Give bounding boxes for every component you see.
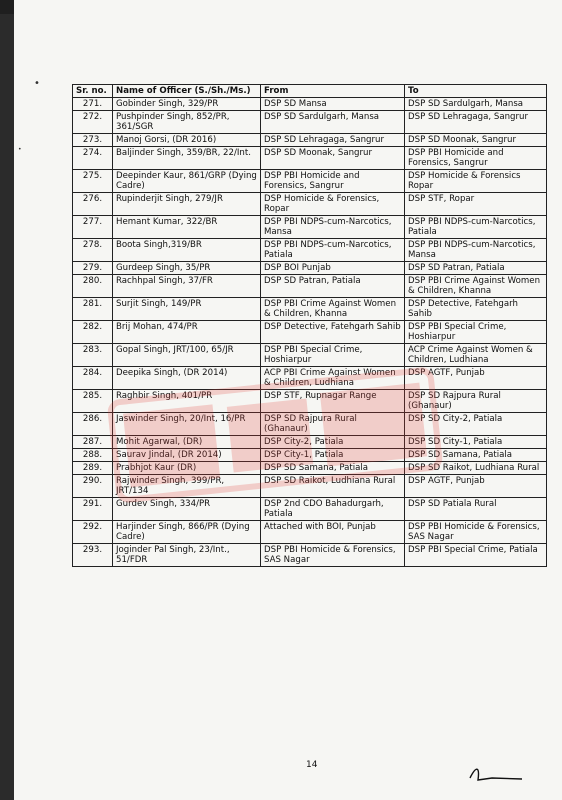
cell-officer-name: Prabhjot Kaur (DR) xyxy=(113,462,261,475)
cell-from: DSP SD Rajpura Rural (Ghanaur) xyxy=(261,413,405,436)
cell-sr-no: 275. xyxy=(73,170,113,193)
cell-officer-name: Gurdeep Singh, 35/PR xyxy=(113,262,261,275)
cell-from: Attached with BOI, Punjab xyxy=(261,521,405,544)
cell-to: DSP SD Samana, Patiala xyxy=(405,449,547,462)
cell-to: DSP PBI Special Crime, Patiala xyxy=(405,544,547,567)
table-row xyxy=(73,98,547,111)
cell-sr-no: 288. xyxy=(73,449,113,462)
cell-from: DSP SD Raikot, Ludhiana Rural xyxy=(261,475,405,498)
cell-from: DSP PBI Crime Against Women & Children, Khanna xyxy=(261,298,405,321)
table-row xyxy=(73,390,547,413)
cell-from: DSP Detective, Fatehgarh Sahib xyxy=(261,321,405,344)
table-row xyxy=(73,134,547,147)
table-row xyxy=(73,462,547,475)
table-row xyxy=(73,170,547,193)
header-from: From xyxy=(261,85,405,98)
cell-to: DSP PBI Homicide and Forensics, Sangrur xyxy=(405,147,547,170)
cell-from: DSP SD Mansa xyxy=(261,98,405,111)
cell-sr-no: 293. xyxy=(73,544,113,567)
cell-from: DSP PBI Homicide and Forensics, Sangrur xyxy=(261,170,405,193)
cell-sr-no: 281. xyxy=(73,298,113,321)
table-row xyxy=(73,521,547,544)
table-body xyxy=(73,98,547,567)
table-row xyxy=(73,216,547,239)
cell-to: DSP AGTF, Punjab xyxy=(405,367,547,390)
scan-speck: • xyxy=(34,78,40,89)
table-row xyxy=(73,298,547,321)
table-row xyxy=(73,147,547,170)
cell-sr-no: 271. xyxy=(73,98,113,111)
cell-to: DSP PBI Special Crime, Hoshiarpur xyxy=(405,321,547,344)
cell-sr-no: 284. xyxy=(73,367,113,390)
cell-officer-name: Gopal Singh, JRT/100, 65/JR xyxy=(113,344,261,367)
table-row xyxy=(73,367,547,390)
cell-from: DSP PBI Homicide & Forensics, SAS Nagar xyxy=(261,544,405,567)
table-row xyxy=(73,436,547,449)
table-row xyxy=(73,449,547,462)
signature-icon xyxy=(466,764,524,784)
cell-officer-name: Brij Mohan, 474/PR xyxy=(113,321,261,344)
cell-to: DSP PBI Homicide & Forensics, SAS Nagar xyxy=(405,521,547,544)
cell-from: DSP City-1, Patiala xyxy=(261,449,405,462)
cell-to: DSP SD Raikot, Ludhiana Rural xyxy=(405,462,547,475)
cell-from: DSP SD Patran, Patiala xyxy=(261,275,405,298)
cell-from: DSP Homicide & Forensics, Ropar xyxy=(261,193,405,216)
table-row xyxy=(73,344,547,367)
cell-to: DSP SD City-2, Patiala xyxy=(405,413,547,436)
cell-sr-no: 280. xyxy=(73,275,113,298)
cell-to: DSP STF, Ropar xyxy=(405,193,547,216)
cell-sr-no: 282. xyxy=(73,321,113,344)
cell-from: ACP PBI Crime Against Women & Children, Ludhiana xyxy=(261,367,405,390)
cell-sr-no: 292. xyxy=(73,521,113,544)
cell-sr-no: 279. xyxy=(73,262,113,275)
table-row xyxy=(73,193,547,216)
cell-sr-no: 291. xyxy=(73,498,113,521)
cell-sr-no: 285. xyxy=(73,390,113,413)
cell-officer-name: Gobinder Singh, 329/PR xyxy=(113,98,261,111)
cell-sr-no: 272. xyxy=(73,111,113,134)
cell-officer-name: Deepika Singh, (DR 2014) xyxy=(113,367,261,390)
cell-sr-no: 287. xyxy=(73,436,113,449)
cell-to: DSP SD Patran, Patiala xyxy=(405,262,547,275)
table-row xyxy=(73,475,547,498)
cell-officer-name: Hemant Kumar, 322/BR xyxy=(113,216,261,239)
table-row xyxy=(73,111,547,134)
cell-officer-name: Rajwinder Singh, 399/PR, JRT/134 xyxy=(113,475,261,498)
cell-to: DSP PBI Crime Against Women & Children, Khanna xyxy=(405,275,547,298)
cell-from: DSP SD Moonak, Sangrur xyxy=(261,147,405,170)
cell-from: DSP PBI NDPS-cum-Narcotics, Patiala xyxy=(261,239,405,262)
cell-officer-name: Pushpinder Singh, 852/PR, 361/SGR xyxy=(113,111,261,134)
cell-from: DSP PBI Special Crime, Hoshiarpur xyxy=(261,344,405,367)
cell-sr-no: 273. xyxy=(73,134,113,147)
cell-to: DSP SD City-1, Patiala xyxy=(405,436,547,449)
cell-officer-name: Surjit Singh, 149/PR xyxy=(113,298,261,321)
header-to: To xyxy=(405,85,547,98)
cell-sr-no: 283. xyxy=(73,344,113,367)
table-row xyxy=(73,275,547,298)
cell-to: DSP SD Sardulgarh, Mansa xyxy=(405,98,547,111)
table-row xyxy=(73,262,547,275)
cell-officer-name: Harjinder Singh, 866/PR (Dying Cadre) xyxy=(113,521,261,544)
cell-to: DSP PBI NDPS-cum-Narcotics, Patiala xyxy=(405,216,547,239)
cell-to: DSP AGTF, Punjab xyxy=(405,475,547,498)
page-number: 14 xyxy=(306,760,318,770)
table-row xyxy=(73,544,547,567)
table-row xyxy=(73,413,547,436)
cell-to: DSP SD Moonak, Sangrur xyxy=(405,134,547,147)
cell-to: DSP Homicide & Forensics Ropar xyxy=(405,170,547,193)
cell-sr-no: 277. xyxy=(73,216,113,239)
cell-to: DSP SD Rajpura Rural (Ghanaur) xyxy=(405,390,547,413)
cell-sr-no: 286. xyxy=(73,413,113,436)
cell-from: DSP SD Samana, Patiala xyxy=(261,462,405,475)
cell-sr-no: 274. xyxy=(73,147,113,170)
cell-officer-name: Mohit Agarwal, (DR) xyxy=(113,436,261,449)
cell-sr-no: 289. xyxy=(73,462,113,475)
cell-officer-name: Raghbir Singh, 401/PR xyxy=(113,390,261,413)
cell-officer-name: Rachhpal Singh, 37/FR xyxy=(113,275,261,298)
cell-officer-name: Saurav Jindal, (DR 2014) xyxy=(113,449,261,462)
cell-to: DSP Detective, Fatehgarh Sahib xyxy=(405,298,547,321)
header-officer-name: Name of Officer (S./Sh./Ms.) xyxy=(113,85,261,98)
cell-officer-name: Manoj Gorsi, (DR 2016) xyxy=(113,134,261,147)
cell-officer-name: Deepinder Kaur, 861/GRP (Dying Cadre) xyxy=(113,170,261,193)
cell-officer-name: Baljinder Singh, 359/BR, 22/Int. xyxy=(113,147,261,170)
cell-sr-no: 290. xyxy=(73,475,113,498)
cell-to: DSP SD Patiala Rural xyxy=(405,498,547,521)
header-sr-no: Sr. no. xyxy=(73,85,113,98)
scan-speck: • xyxy=(18,146,22,153)
table-header-row xyxy=(73,85,547,98)
cell-from: DSP STF, Rupnagar Range xyxy=(261,390,405,413)
cell-from: DSP SD Sardulgarh, Mansa xyxy=(261,111,405,134)
cell-officer-name: Rupinderjit Singh, 279/JR xyxy=(113,193,261,216)
cell-sr-no: 276. xyxy=(73,193,113,216)
cell-officer-name: Joginder Pal Singh, 23/Int., 51/FDR xyxy=(113,544,261,567)
table-row xyxy=(73,321,547,344)
table-row xyxy=(73,239,547,262)
cell-officer-name: Gurdev Singh, 334/PR xyxy=(113,498,261,521)
cell-from: DSP 2nd CDO Bahadurgarh, Patiala xyxy=(261,498,405,521)
cell-sr-no: 278. xyxy=(73,239,113,262)
cell-from: DSP PBI NDPS-cum-Narcotics, Mansa xyxy=(261,216,405,239)
cell-officer-name: Jaswinder Singh, 20/Int, 16/PR xyxy=(113,413,261,436)
cell-from: DSP SD Lehragaga, Sangrur xyxy=(261,134,405,147)
cell-to: DSP PBI NDPS-cum-Narcotics, Mansa xyxy=(405,239,547,262)
cell-from: DSP City-2, Patiala xyxy=(261,436,405,449)
cell-officer-name: Boota Singh,319/BR xyxy=(113,239,261,262)
table-row xyxy=(73,498,547,521)
transfer-table xyxy=(72,84,547,567)
cell-to: ACP Crime Against Women & Children, Ludhiana xyxy=(405,344,547,367)
cell-from: DSP BOI Punjab xyxy=(261,262,405,275)
cell-to: DSP SD Lehragaga, Sangrur xyxy=(405,111,547,134)
